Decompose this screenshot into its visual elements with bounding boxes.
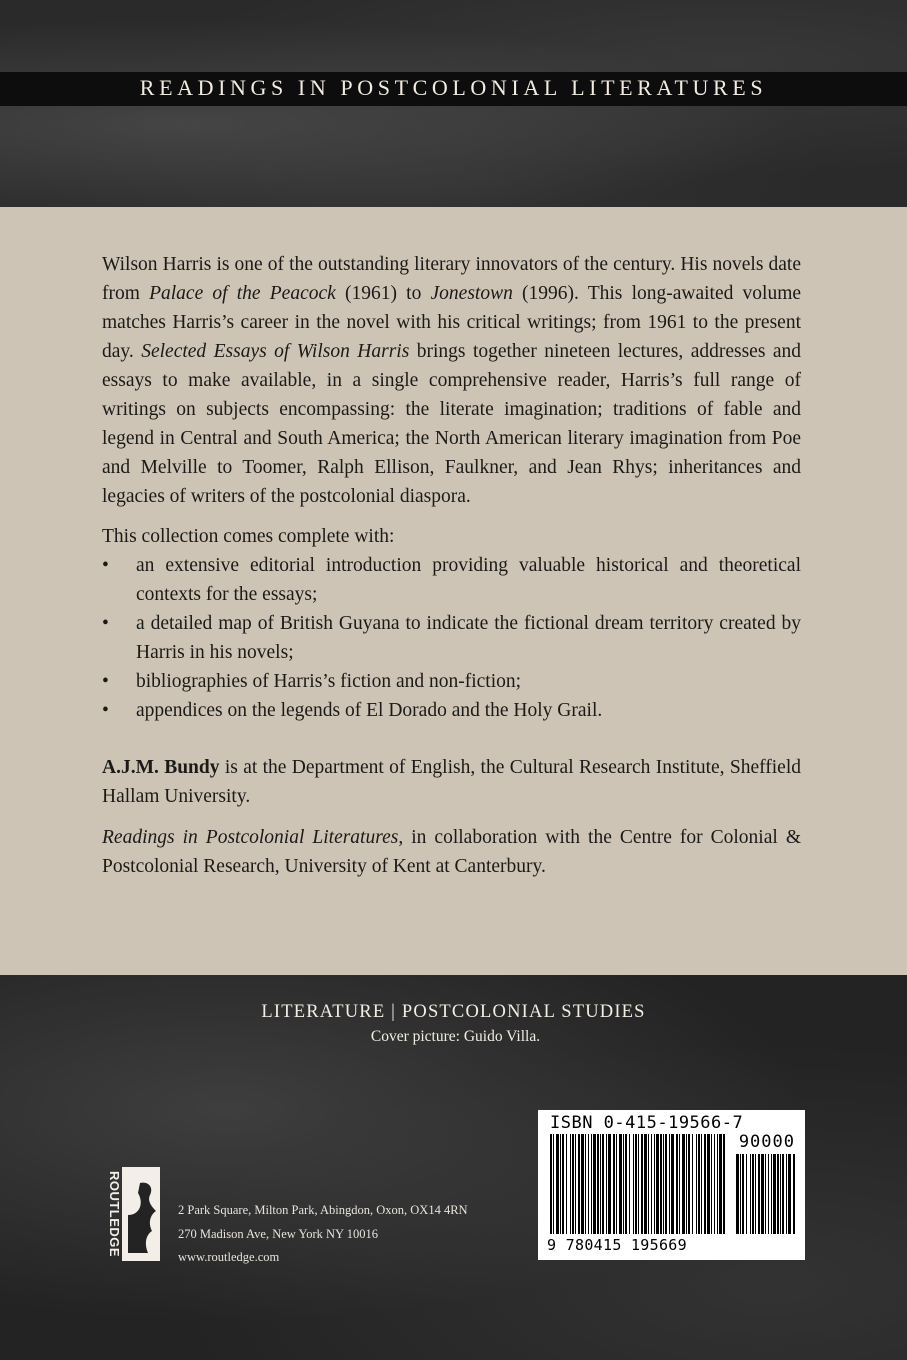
- barcode-bar: [651, 1134, 652, 1234]
- barcode-bar: [581, 1134, 584, 1234]
- blurb-text-1: Wilson Harris is one of the outstanding literary innovators of the century. His novels date from: [102, 254, 801, 304]
- barcode-bar: [654, 1134, 655, 1234]
- barcode-bar: [641, 1134, 643, 1234]
- barcode-bar: [625, 1134, 627, 1234]
- series-name: Readings in Postcolonial Literatures: [102, 827, 399, 848]
- price-bar: [786, 1154, 787, 1234]
- barcode-bar: [679, 1134, 680, 1234]
- blurb-text-4: brings together nineteen lectures, addresses and essays to make available, in a single comprehensive reader, Harris’s full range of writings on subjects encompassing: the literate imagination; traditions of fable and legend in Central and South America; the North American literary imagination from Poe and Melville to Toomer, Ralph Ellison, Faulkner, and Jean Rhys; inheritances and legacies of writers of the postcolonial diaspora.: [102, 341, 802, 507]
- logo-wordmark: ROUTLEDGE: [107, 1170, 122, 1258]
- barcode-bar: [648, 1134, 649, 1234]
- barcode-bar: [638, 1134, 639, 1234]
- barcode-bar: [665, 1134, 667, 1234]
- list-item: • a detailed map of British Guyana to indicate the fictional dream territory created by Harris in his novels;: [102, 609, 801, 667]
- list-item: • an extensive editorial introduction providing valuable historical and theoretical contexts for the essays;: [102, 551, 801, 609]
- price-bar: [758, 1154, 760, 1234]
- barcode-bar: [669, 1134, 670, 1234]
- barcode-bar: [692, 1134, 693, 1234]
- price-bar: [742, 1154, 744, 1234]
- barcode-bar: [671, 1134, 674, 1234]
- series-title: READINGS IN POSTCOLONIAL LITERATURES: [139, 75, 768, 100]
- ean-digits: 9 780415 195669: [547, 1236, 687, 1254]
- barcode-bar: [701, 1134, 702, 1234]
- price-bar: [761, 1154, 764, 1234]
- blurb-text-2: (1961) to: [344, 283, 422, 304]
- barcode-bar: [608, 1134, 611, 1234]
- barcode-bar: [591, 1134, 592, 1234]
- barcode-bar: [616, 1134, 617, 1234]
- barcode-bar: [602, 1134, 604, 1234]
- publisher-address-us: 270 Madison Ave, New York NY 10016: [178, 1227, 378, 1241]
- barcode-bar: [711, 1134, 712, 1234]
- blurb-paragraph: [102, 250, 801, 511]
- barcode-bar: [575, 1134, 576, 1234]
- routledge-logo-icon: [100, 1165, 162, 1263]
- price-bar: [755, 1154, 756, 1234]
- list-item: • appendices on the legends of El Dorado and the Holy Grail.: [102, 696, 801, 725]
- isbn-text: ISBN 0-415-19566-7: [550, 1113, 744, 1133]
- barcode-bar: [717, 1134, 718, 1234]
- blurb-text-3: (1996). This long-awaited volume matches Harris’s career in the novel with his critical writings; from 1961 to the present day.: [102, 283, 802, 362]
- price-bar: [750, 1154, 751, 1234]
- barcode-bar: [704, 1134, 706, 1234]
- author-name: A.J.M. Bundy: [102, 757, 220, 778]
- barcode-bar: [635, 1134, 637, 1234]
- price-bar: [765, 1154, 766, 1234]
- price-bar: [777, 1154, 779, 1234]
- barcode-bar: [696, 1134, 697, 1234]
- author-affiliation: is at the Department of English, the Cultural Research Institute, Sheffield Hallam University.: [102, 757, 802, 807]
- barcode-bar: [556, 1134, 559, 1234]
- price-bar: [780, 1154, 781, 1234]
- barcode-bar: [660, 1134, 662, 1234]
- barcode-bar: [686, 1134, 687, 1234]
- barcode-bar: [566, 1134, 567, 1234]
- price-bar: [788, 1154, 791, 1234]
- price-bar: [736, 1154, 739, 1234]
- barcode-bar: [698, 1134, 700, 1234]
- barcode-bar: [644, 1134, 647, 1234]
- barcode-bar: [663, 1134, 664, 1234]
- barcode-bar: [593, 1134, 596, 1234]
- price-bar: [793, 1154, 795, 1234]
- barcode-bar: [619, 1134, 622, 1234]
- cover-credit: Cover picture: Guido Villa.: [370, 1028, 541, 1045]
- barcode-bar: [613, 1134, 615, 1234]
- price-bar: [782, 1154, 784, 1234]
- book-title: Selected Essays of Wilson Harris: [141, 341, 410, 362]
- author-bio: [102, 753, 801, 811]
- subject-category: LITERATURE | POSTCOLONIAL STUDIES: [261, 1002, 646, 1022]
- barcode-bar: [623, 1134, 624, 1234]
- barcode-bar: [633, 1134, 634, 1234]
- price-bar: [771, 1154, 772, 1234]
- series-note: [102, 823, 801, 881]
- barcode-bar: [578, 1134, 580, 1234]
- price-bar: [768, 1154, 769, 1234]
- barcode-bar: [606, 1134, 607, 1234]
- price-bar: [740, 1154, 741, 1234]
- barcode-bar: [719, 1134, 722, 1234]
- barcode-bar: [600, 1134, 601, 1234]
- barcode-bar: [560, 1134, 561, 1234]
- price-bar: [752, 1154, 754, 1234]
- list-item: • bibliographies of Harris’s fiction and non-fiction;: [102, 667, 801, 696]
- barcode-bar: [585, 1134, 586, 1234]
- features-list: [102, 551, 801, 725]
- barcode-bar: [553, 1134, 554, 1234]
- isbn-barcode: [538, 1110, 805, 1260]
- barcode-bar: [550, 1134, 552, 1234]
- novel-title-2: Jonestown: [430, 283, 513, 304]
- publisher-website[interactable]: www.routledge.com: [178, 1250, 280, 1264]
- barcode-bar: [707, 1134, 710, 1234]
- features-intro: This collection comes complete with:: [102, 526, 395, 547]
- novel-title-1: Palace of the Peacock: [149, 283, 336, 304]
- barcode-bar: [597, 1134, 599, 1234]
- barcode-bar: [676, 1134, 678, 1234]
- barcode-bar: [682, 1134, 685, 1234]
- price-bar: [746, 1154, 747, 1234]
- barcode-bar: [572, 1134, 574, 1234]
- barcode-bar: [562, 1134, 564, 1234]
- barcode-bar: [714, 1134, 715, 1234]
- barcode-bar: [723, 1134, 725, 1234]
- barcode-bar: [656, 1134, 659, 1234]
- barcode-bar: [688, 1134, 690, 1234]
- publisher-address-uk: 2 Park Square, Milton Park, Abingdon, Oxon, OX14 4RN: [178, 1203, 468, 1217]
- price-bar: [773, 1154, 776, 1234]
- series-note-text: , in collaboration with the Centre for Colonial & Postcolonial Research, University of Kent at Canterbury.: [102, 827, 801, 877]
- price-code: 90000: [738, 1132, 795, 1152]
- barcode-bar: [588, 1134, 589, 1234]
- barcode-bar: [629, 1134, 630, 1234]
- barcode-bar: [570, 1134, 571, 1234]
